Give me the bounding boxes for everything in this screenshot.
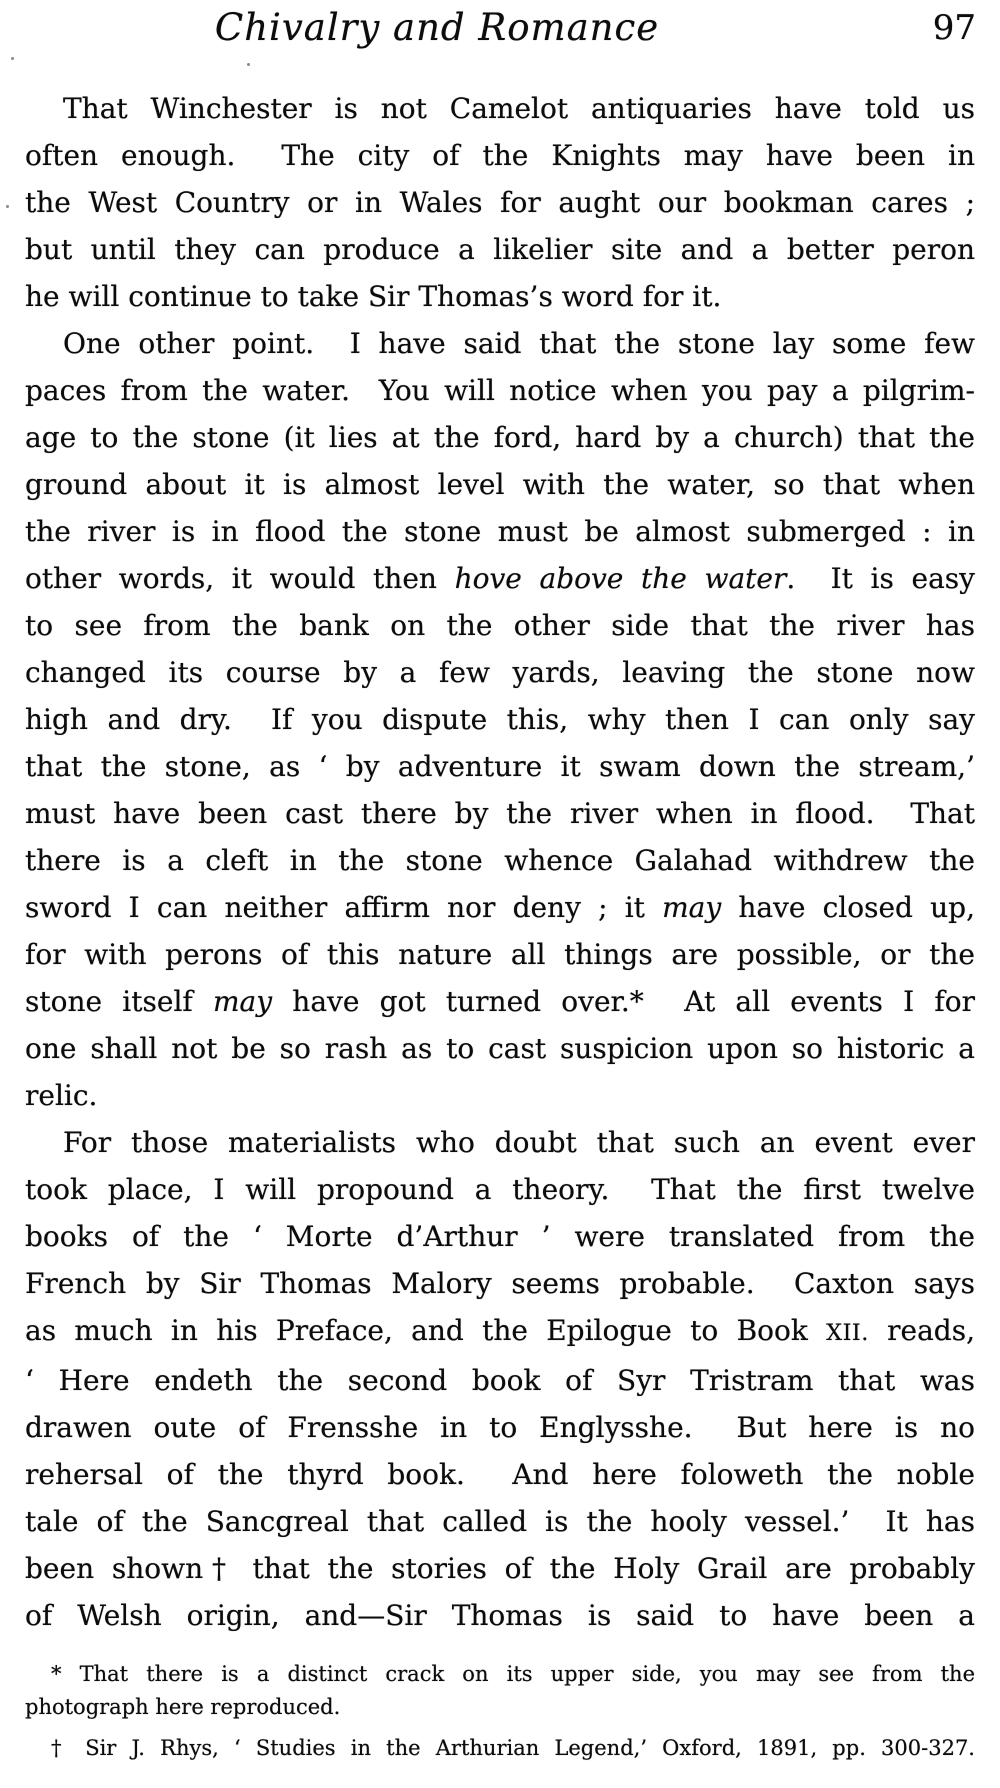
italic-text: hove above the water [454,562,787,595]
text-line [25,179,975,226]
text-segment: ‘ Here endeth the second book of Syr Tristram that was [25,1364,975,1397]
text-line [25,602,975,649]
text-segment: relic. [25,1079,98,1112]
text-segment: tale of the Sancgreal that called is the hooly vessel.’ It has [25,1505,975,1538]
text-segment: stone itself [25,985,213,1018]
text-segment: as much in his Preface, and the Epilogue to Book [25,1314,827,1347]
page-number: 97 [932,8,976,48]
text-line [25,978,975,1025]
text-line [25,1498,975,1545]
text-segment: age to the stone (it lies at the ford, hard by a church) that the [25,421,975,454]
text-line [25,790,975,837]
text-line [25,743,975,790]
text-line [25,1357,975,1404]
text-line [25,1025,975,1072]
text-line [25,1307,975,1357]
text-line [25,1691,975,1724]
text-line [25,931,975,978]
text-segment: For those materialists who doubt that such an event ever [63,1126,975,1159]
text-segment: that the stone, as ‘ by adventure it swam down the stream,’ [25,750,975,783]
paragraph [25,1732,975,1765]
paragraph [25,1658,975,1724]
text-segment: ground about it is almost level with the water, so that when [25,468,975,501]
text-line [25,884,975,931]
text-line [25,1213,975,1260]
text-line [25,461,975,508]
text-segment: there is a cleft in the stone whence Galahad withdrew the [25,844,975,877]
body-text [25,85,975,1639]
text-segment: † Sir J. Rhys, ‘ Studies in the Arthurian Legend,’ Oxford, 1891, pp. 300-327. [51,1736,975,1760]
text-segment: That Winchester is not Camelot antiquaries have told us [63,92,975,125]
text-segment: other words, it would then [25,562,455,595]
text-line [25,132,975,179]
scan-speck [6,205,9,208]
text-line [25,414,975,461]
text-line [25,1404,975,1451]
text-segment: . It is easy [786,562,975,595]
paragraph [25,1119,975,1639]
italic-text: may [213,985,273,1018]
text-segment: he will continue to take Sir Thomas’s word for it. [25,280,722,313]
text-segment: for with perons of this nature all things are possible, or the [25,938,975,971]
text-line [25,320,975,367]
text-segment: books of the ‘ Morte d’Arthur ’ were translated from the [25,1220,975,1253]
text-line [25,1166,975,1213]
text-segment: paces from the water. You will notice when you pay a pilgrim- [25,374,975,407]
text-line [25,367,975,414]
text-line [25,1119,975,1166]
text-segment: reads, [868,1314,976,1347]
text-segment: French by Sir Thomas Malory seems probable. Caxton says [25,1267,975,1300]
text-line [25,1545,975,1592]
text-segment: drawen oute of Frensshe in to Englysshe. But here is no [25,1411,975,1444]
text-segment: the West Country or in Wales for aught our bookman cares ; [25,186,975,219]
scan-speck [11,57,14,60]
text-line [25,1072,975,1119]
text-line [25,85,975,132]
scan-speck [247,63,250,66]
text-segment: often enough. The city of the Knights may have been in [25,139,975,172]
text-segment: have got turned over.* At all events I for [272,985,975,1018]
text-segment: been shown† that the stories of the Holy Grail are probably [25,1552,975,1585]
text-line [25,1451,975,1498]
text-segment: * That there is a distinct crack on its upper side, you may see from the [51,1662,975,1686]
text-line [25,1260,975,1307]
smallcaps-text: XII. [826,1320,869,1346]
text-line [25,1732,975,1765]
text-segment: have closed up, [721,891,975,924]
text-line [25,649,975,696]
text-line [25,696,975,743]
paragraph [25,85,975,320]
paragraph [25,320,975,1119]
text-segment: changed its course by a few yards, leaving the stone now [25,656,975,689]
text-line [25,226,975,273]
text-segment: one shall not be so rash as to cast suspicion upon so historic a [25,1032,975,1065]
text-line [25,508,975,555]
text-line [25,273,975,320]
text-segment: took place, I will propound a theory. That the first twelve [25,1173,975,1206]
text-segment: the river is in flood the stone must be almost submerged : in [25,515,975,548]
text-segment: sword I can neither affirm nor deny ; it [25,891,663,924]
text-segment: of Welsh origin, and—Sir Thomas is said to have been a [25,1599,975,1632]
text-segment: One other point. I have said that the stone lay some few [63,327,975,360]
running-title: Chivalry and Romance [214,6,660,49]
text-line [25,1658,975,1691]
text-segment: photograph here reproduced. [25,1695,341,1719]
text-line [25,555,975,602]
text-line [25,837,975,884]
text-segment: to see from the bank on the other side that the river has [25,609,975,642]
italic-text: may [662,891,722,924]
text-segment: rehersal of the thyrd book. And here foloweth the noble [25,1458,975,1491]
text-line [25,1592,975,1639]
text-segment: must have been cast there by the river when in flood. That [25,797,975,830]
footnotes [25,1658,975,1765]
text-segment: high and dry. If you dispute this, why then I can only say [25,703,975,736]
text-segment: but until they can produce a likelier site and a better peron [25,233,975,266]
